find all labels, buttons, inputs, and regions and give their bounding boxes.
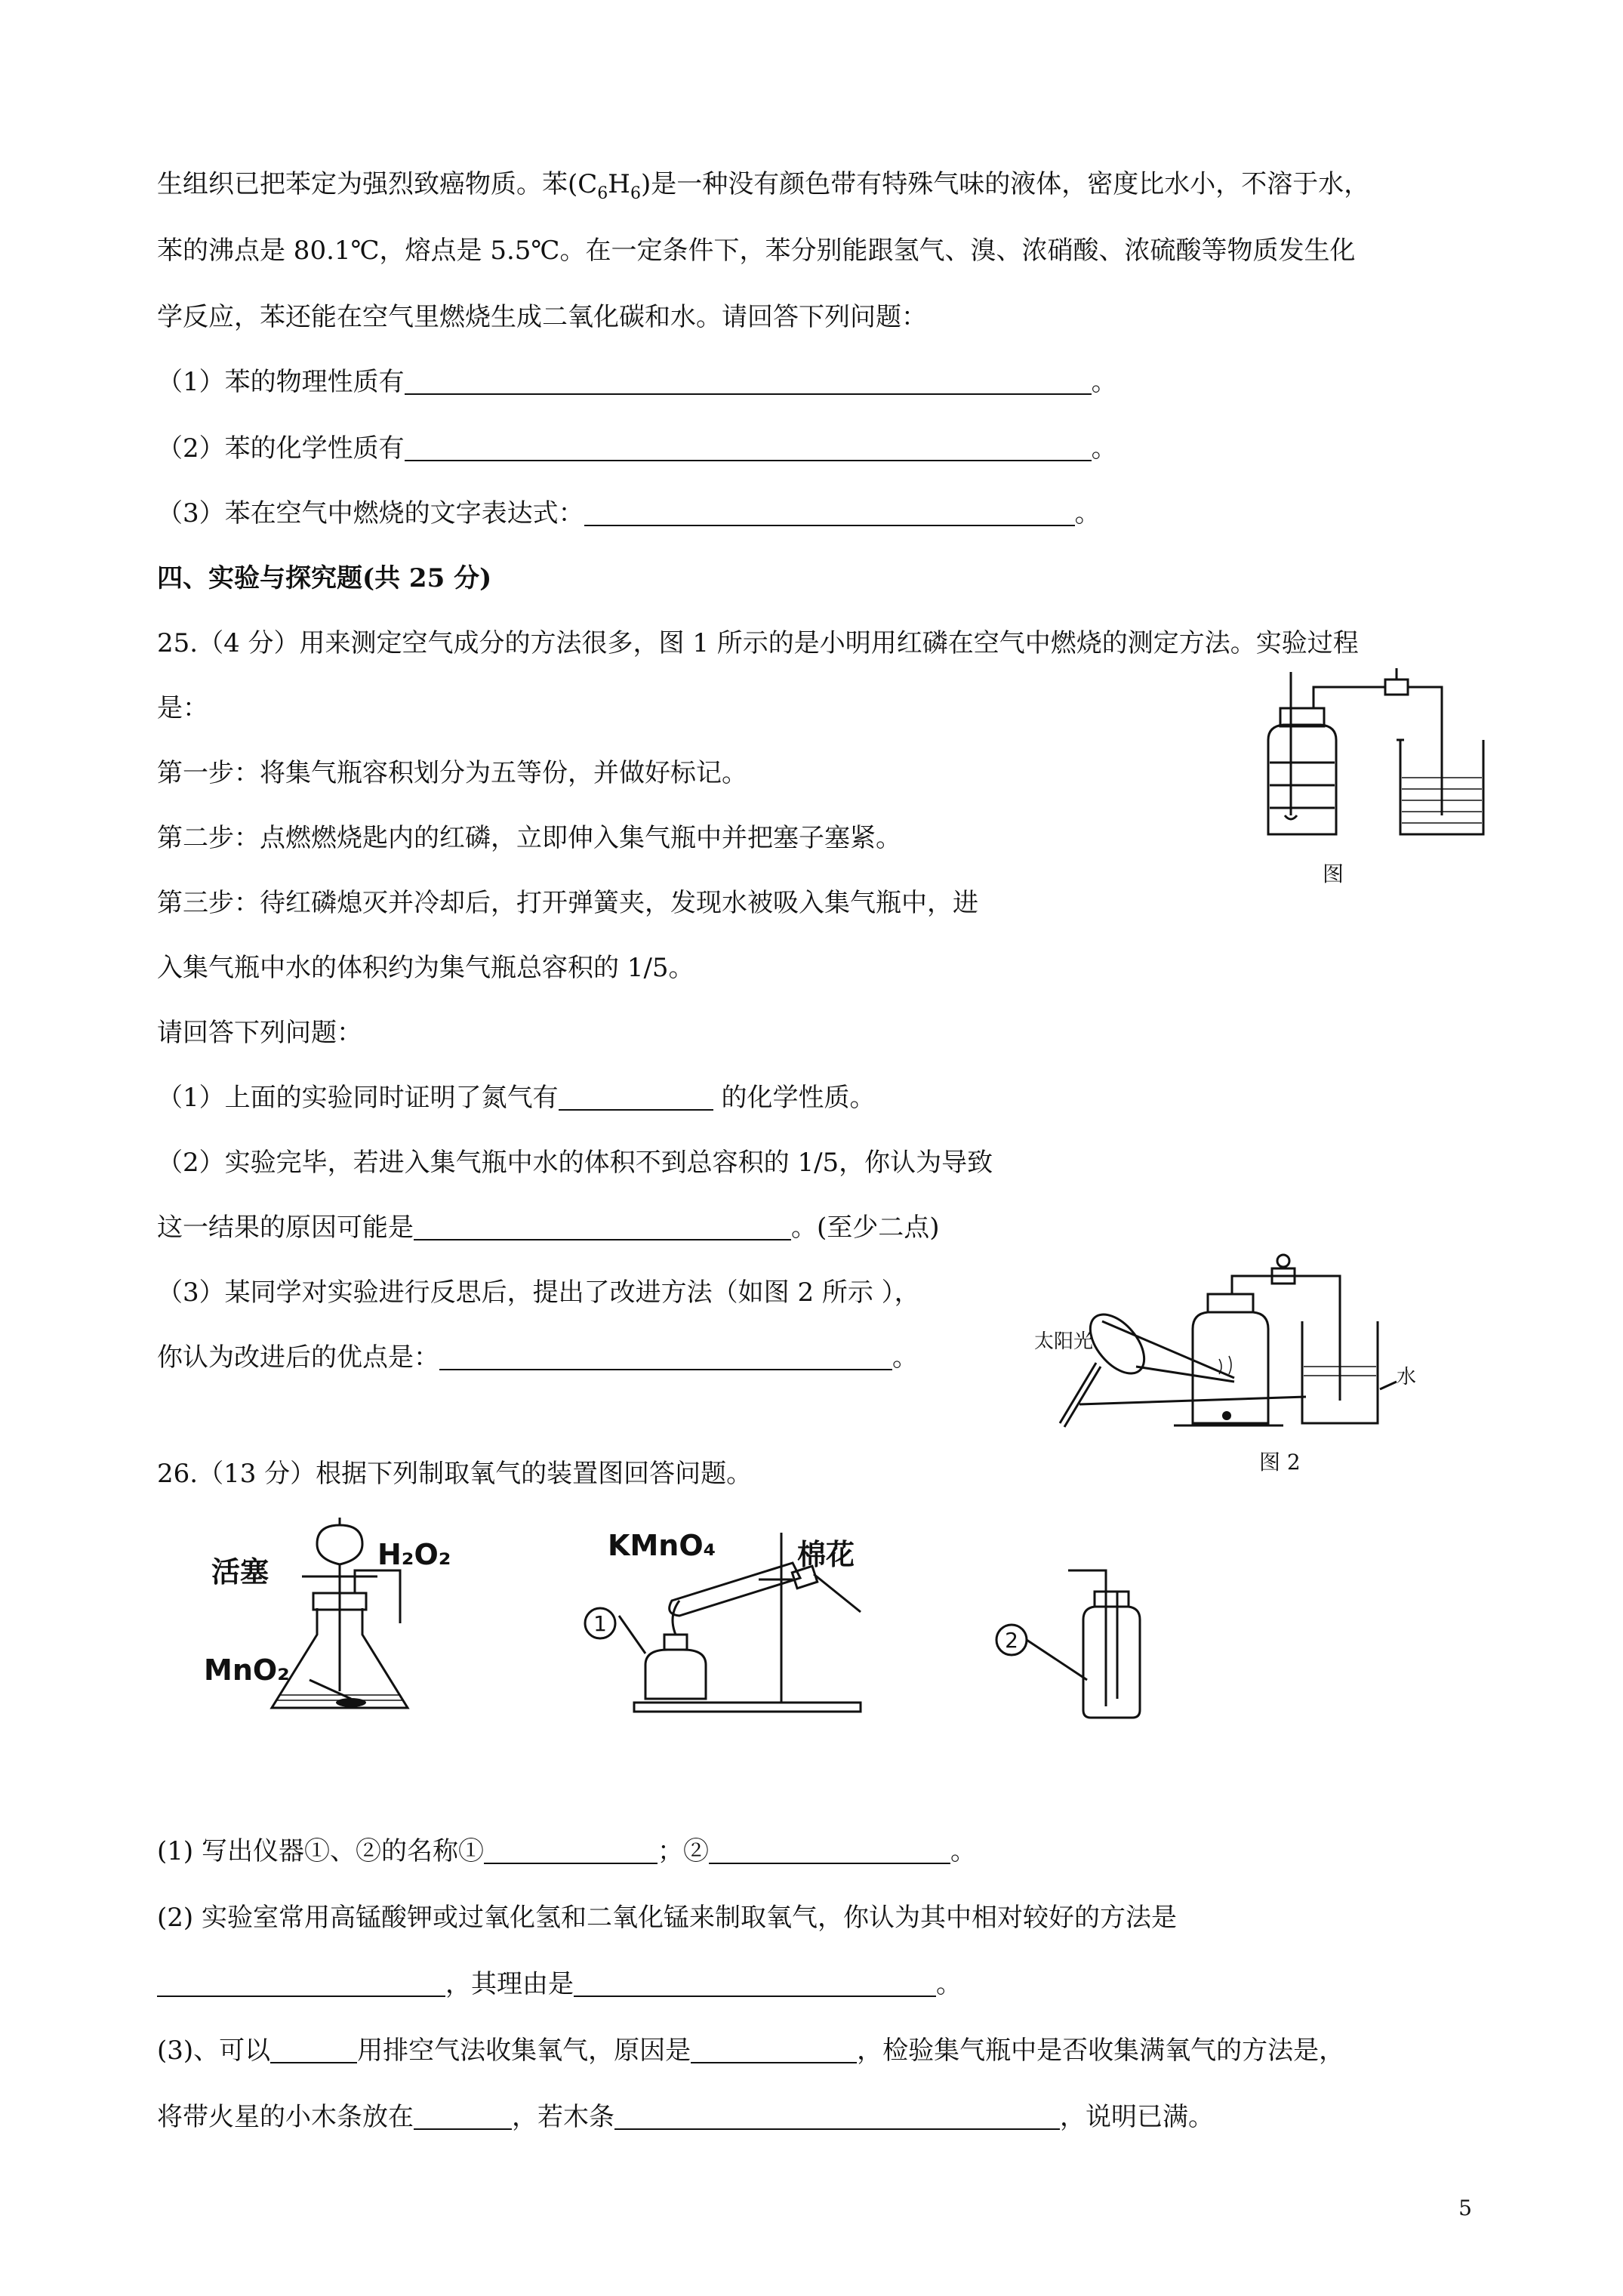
- label-kmno4: KMnO₄: [608, 1529, 716, 1562]
- q25-sub-2b: 这一结果的原因可能是 。(至少二点): [157, 1213, 940, 1243]
- label-h2o2: H₂O₂: [377, 1538, 451, 1571]
- q25-step-3b: 入集气瓶中水的体积约为集气瓶总容积的 1/5。: [157, 953, 694, 983]
- q26-title: 26.（13 分）根据下列制取氧气的装置图回答问题。: [157, 1459, 753, 1489]
- apparatus-h2o2-flask: [204, 1510, 506, 1729]
- answer-blank[interactable]: [414, 2103, 512, 2130]
- apparatus-gas-bottle: [981, 1548, 1178, 1737]
- label-2: 2: [1005, 1628, 1018, 1653]
- answer-blank[interactable]: [405, 368, 1092, 395]
- answer-blank[interactable]: [691, 2036, 857, 2063]
- q25-line-1: 25.（4 分）用来测定空气成分的方法很多，图 1 所示的是小明用红磷在空气中燃烧的测定方法。实验过程: [157, 628, 1359, 658]
- figure-2-sun-label: 太阳光: [1034, 1330, 1094, 1353]
- q25-step-3a: 第三步：待红磷熄灭并冷却后，打开弹簧夹，发现水被吸入集气瓶中，进: [157, 888, 978, 918]
- answer-blank[interactable]: [405, 434, 1092, 461]
- q26-sub-2a: (2) 实验室常用高锰酸钾或过氧化氢和二氧化锰来制取氧气，你认为其中相对较好的方法是: [157, 1903, 1177, 1933]
- q26-sub-1: (1) 写出仪器①、②的名称① ；② 。: [157, 1836, 976, 1866]
- section-title: 四、实验与探究题(共 25 分): [157, 563, 492, 593]
- answer-blank[interactable]: [559, 1083, 713, 1111]
- label-mno2: MnO₂: [204, 1653, 290, 1687]
- answer-blank[interactable]: [574, 1970, 936, 1997]
- q25-sub-3b: 你认为改进后的优点是： 。: [157, 1342, 918, 1373]
- intro-line-3: 学反应，苯还能在空气里燃烧生成二氧化碳和水。请回答下列问题：: [157, 302, 927, 332]
- answer-blank[interactable]: [157, 1970, 445, 1997]
- q25-sub-3a: （3）某同学对实验进行反思后，提出了改进方法（如图 2 所示 ），: [157, 1277, 920, 1308]
- q24-sub-2: （2）苯的化学性质有 。: [157, 433, 1117, 464]
- apparatus-kmno4-heating: [574, 1510, 906, 1729]
- answer-blank[interactable]: [709, 1837, 950, 1864]
- q25-step-2: 第二步：点燃燃烧匙内的红磷，立即伸入集气瓶中并把塞子塞紧。: [157, 823, 901, 853]
- q26-sub-2b: ，其理由是 。: [157, 1968, 962, 2001]
- page-number: 5: [1458, 2196, 1472, 2220]
- figure-2-water-label: 水: [1397, 1366, 1417, 1388]
- q25-ask: 请回答下列问题：: [157, 1018, 362, 1048]
- answer-blank[interactable]: [414, 1213, 791, 1240]
- q26-sub-3a: (3)、可以 用排空气法收集氧气，原因是 ，检验集气瓶中是否收集满氧气的方法是，: [157, 2036, 1345, 2066]
- answer-blank[interactable]: [614, 2103, 1060, 2130]
- figure-1-caption: 图: [1323, 861, 1344, 886]
- answer-blank[interactable]: [484, 1837, 658, 1864]
- q24-sub-3: （3）苯在空气中燃烧的文字表达式： 。: [157, 498, 1101, 529]
- intro-line-2: 苯的沸点是 80.1℃，熔点是 5.5℃。在一定条件下，苯分别能跟氢气、溴、浓硝酸、浓硫酸等物质发生化: [157, 236, 1356, 266]
- figure-2-caption: 图 2: [1259, 1450, 1301, 1475]
- intro-line-1: 生组织已把苯定为强烈致癌物质。苯$(C_6H_6)$是一种没有颜色带有特殊气味的液体，密度比水小，不溶于水，: [157, 169, 1370, 203]
- q26-sub-3b: 将带火星的小木条放在 ，若木条 ，说明已满。: [157, 2102, 1214, 2132]
- q25-sub-1: （1）上面的实验同时证明了氮气有 的化学性质。: [157, 1083, 876, 1113]
- answer-blank[interactable]: [584, 499, 1075, 526]
- q24-sub-1: （1）苯的物理性质有 。: [157, 367, 1117, 397]
- answer-blank[interactable]: [270, 2036, 357, 2063]
- answer-blank[interactable]: [439, 1343, 892, 1370]
- label-1: 1: [593, 1611, 607, 1636]
- q25-sub-2a: （2）实验完毕，若进入集气瓶中水的体积不到总容积的 1/5，你认为导致: [157, 1148, 993, 1178]
- q25-step-1: 第一步：将集气瓶容积划分为五等份，并做好标记。: [157, 758, 747, 788]
- label-mianhua: 棉花: [797, 1538, 855, 1571]
- label-huosai: 活塞: [211, 1555, 269, 1589]
- figure-2-apparatus: [1034, 1246, 1427, 1450]
- q25-line-2: 是：: [157, 693, 208, 723]
- figure-1-apparatus: [1253, 664, 1495, 846]
